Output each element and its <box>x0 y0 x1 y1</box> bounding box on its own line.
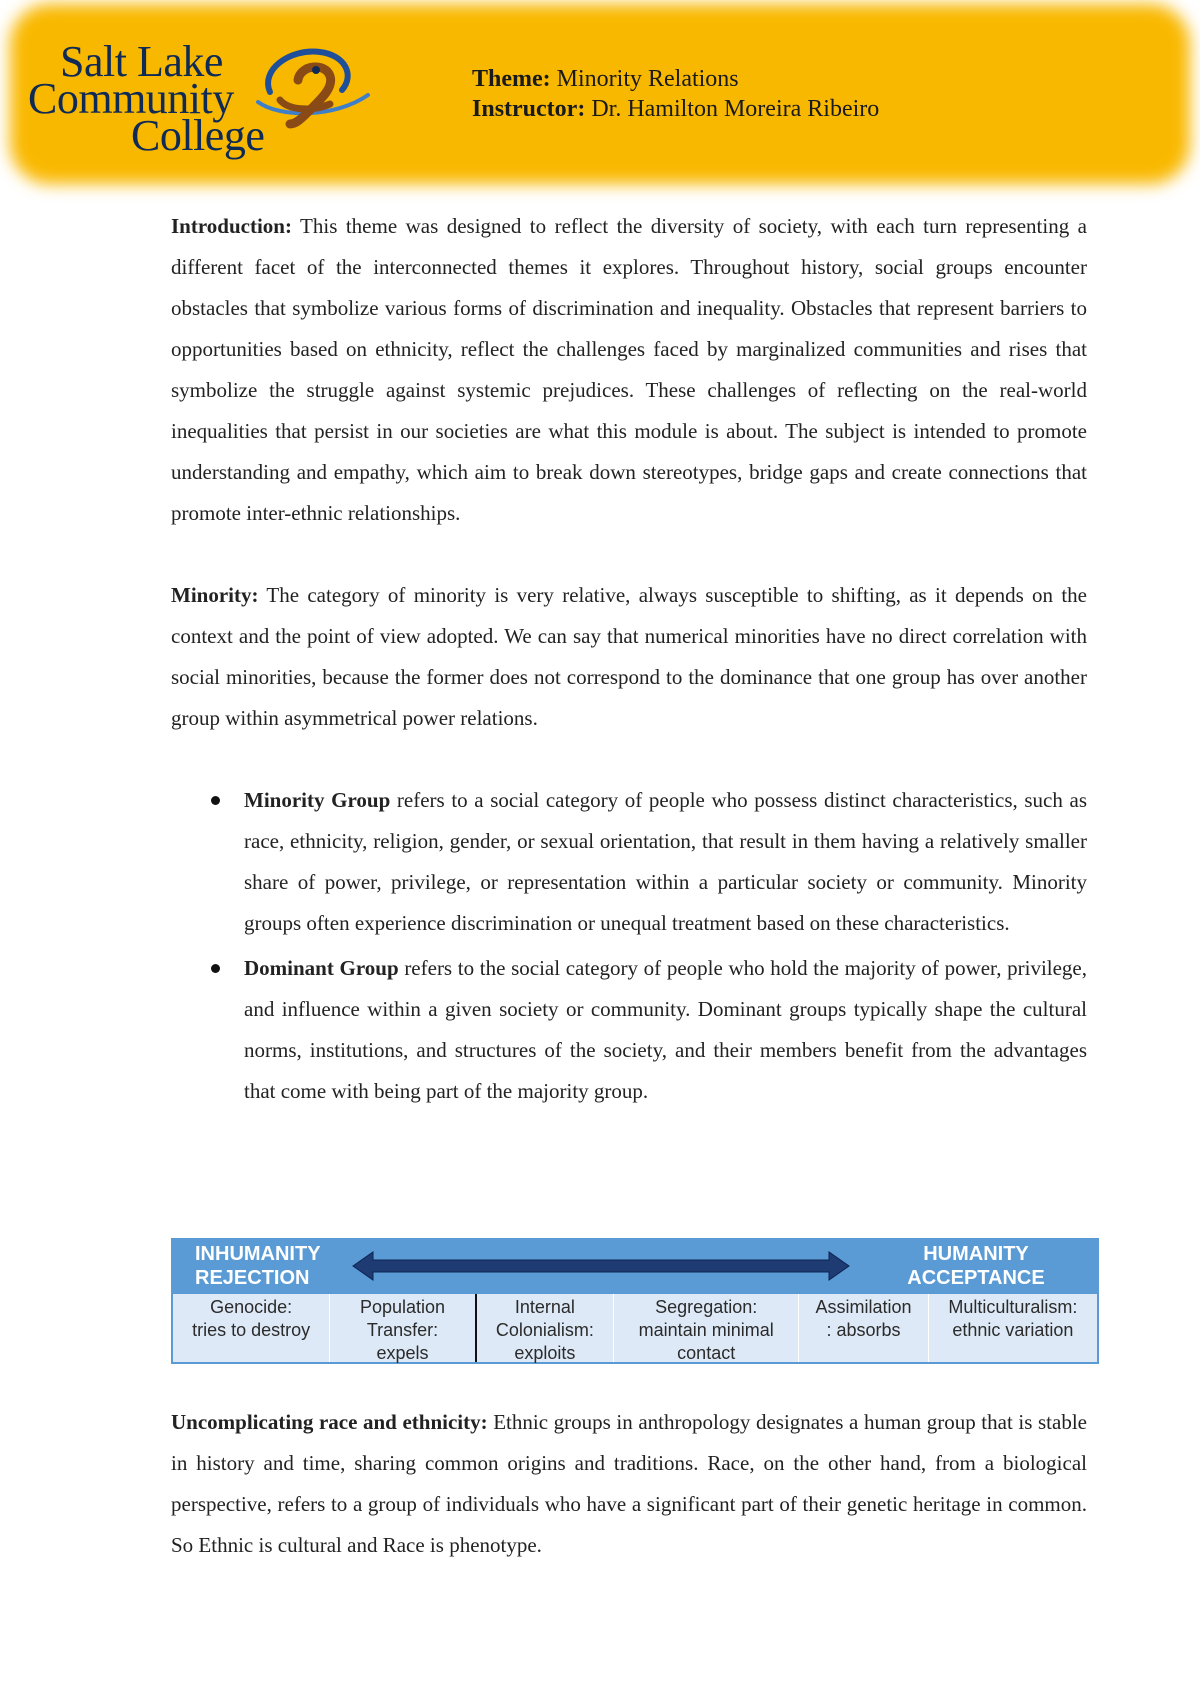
race-ethnicity-paragraph <box>171 1402 1087 1566</box>
logo-text-line1: Salt Lake <box>60 37 223 86</box>
stage-segregation: Segregation: maintain minimal contact <box>614 1294 799 1362</box>
right-label-line1: HUMANITY <box>923 1243 1029 1265</box>
bullet-text: refers to the social category of people who hold the majority of power, privilege, and influence within a given society or community. Dominant groups typically shape the cultural norms, institutions, and structures of the society, and their members benefit from the advantages that come with being part of the majority group. <box>244 956 1088 1103</box>
continuum-left-label <box>195 1242 335 1290</box>
double-arrow-icon <box>351 1246 851 1286</box>
document-body <box>171 206 1087 1116</box>
logo-text-line3: College <box>131 111 265 160</box>
stage-genocide: Genocide: tries to destroy <box>173 1294 330 1362</box>
logo-text-line2: Community <box>28 74 234 123</box>
race-ethnicity-section <box>171 1402 1087 1566</box>
theme-label: Theme: <box>472 66 551 92</box>
right-label-line2: ACCEPTANCE <box>907 1267 1045 1289</box>
bullet-icon <box>211 796 220 805</box>
instructor-label: Instructor: <box>472 96 586 122</box>
theme-line <box>472 64 879 94</box>
race-ethnicity-label: Uncomplicating race and ethnicity: <box>171 1410 488 1434</box>
bullet-icon <box>211 964 220 973</box>
minority-text: The category of minority is very relative, always susceptible to shifting, as it depends on the context and the point of view adopted. We can say that numerical minorities have no direct correlation with social minorities, because the former does not correspond to the dominance that one group has over another group within asymmetrical power relations. <box>171 583 1087 730</box>
minority-label: Minority: <box>171 583 259 607</box>
college-logo <box>28 37 348 170</box>
stage-internal-colonialism: Internal Colonialism: exploits <box>477 1294 614 1362</box>
header <box>0 0 1200 190</box>
instructor-value: Dr. Hamilton Moreira Ribeiro <box>591 96 880 122</box>
introduction-label: Introduction: <box>171 214 292 238</box>
theme-value: Minority Relations <box>556 66 739 92</box>
stage-multiculturalism: Multiculturalism: ethnic variation <box>948 1297 1078 1340</box>
continuum-right-label <box>871 1242 1081 1290</box>
group-definitions-list <box>171 780 1087 1112</box>
introduction-paragraph <box>171 206 1087 534</box>
header-info <box>472 64 879 124</box>
stage-assimilation: Assimilation : absorbs <box>799 1294 928 1362</box>
bullet-term: Minority Group <box>244 788 391 812</box>
continuum-header <box>171 1238 1099 1294</box>
left-label-line2: REJECTION <box>195 1267 310 1289</box>
bullet-text: refers to a social category of people who possess distinct characteristics, such as race, ethnicity, religion, gender, or sexual orientation, that result in them having a relatively smaller share of power, privilege, or representation within a particular society or community. Minority groups often experience discrimination or unequal treatment based on these characteristics. <box>244 788 1087 935</box>
left-label-line1: INHUMANITY <box>195 1243 321 1265</box>
race-ethnicity-text: Ethnic groups in anthropology designates a human group that is stable in history and time, sharing common origins and traditions. Race, on the other hand, from a biological perspective, refers to a group of individuals who have a significant part of their genetic heritage in common. So Ethnic is cultural and Race is phenotype. <box>171 1410 1087 1557</box>
list-item-minority-group <box>171 780 1087 944</box>
bullet-term: Dominant Group <box>244 956 399 980</box>
continuum-stages <box>171 1294 1099 1364</box>
minority-paragraph <box>171 575 1087 739</box>
introduction-text: This theme was designed to reflect the diversity of society, with each turn representing a different facet of the interconnected themes it explores. Throughout history, social groups encounter obstacles that symbolize various forms of discrimination and inequality. Obstacles that represent barriers to opportunities based on ethnicity, reflect the challenges faced by marginalized communities and rises that symbolize the struggle against systemic prejudices. These challenges of reflecting on the real-world inequalities that persist in our societies are what this module is about. The subject is intended to promote understanding and empathy, which aim to break down stereotypes, bridge gaps and create connections that promote inter-ethnic relationships. <box>171 214 1087 525</box>
instructor-line <box>472 94 879 124</box>
list-item-dominant-group <box>171 948 1087 1112</box>
logo-swirl-icon <box>250 40 380 140</box>
stage-population-transfer: Population Transfer: expels <box>330 1294 476 1362</box>
inhumanity-humanity-continuum <box>171 1238 1099 1366</box>
